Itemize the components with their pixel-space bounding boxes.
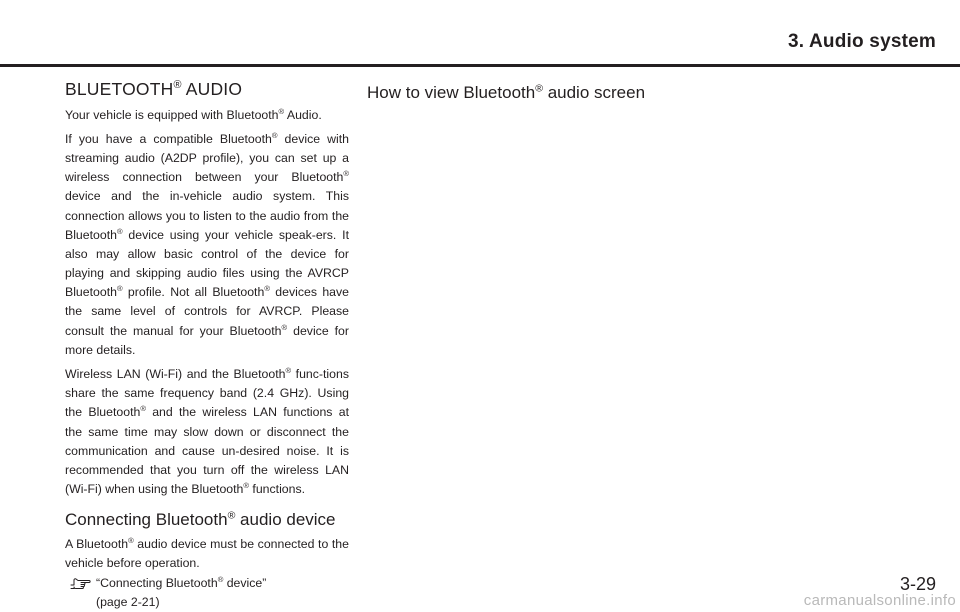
subheading-connecting: Connecting Bluetooth® audio device (65, 509, 336, 530)
paragraph-connect-first: A Bluetooth® audio device must be connected to the vehicle before operation. (65, 536, 349, 571)
watermark: carmanualsonline.info (803, 592, 956, 609)
paragraph-streaming: If you have a compatible Bluetooth® device with streaming audio (A2DP profile), you can set up a wireless connection between your Bluetooth® device and the in-vehicle audio system. This connection allows you to listen to the audio from the Bluetooth® device using your vehicle speak-ers. It also may allow basic control of the device for playing and skipping audio files using the AVRCP Bluetooth® profile. Not all Bluetooth® devices have the same level of controls for AVRCP. Please consult the manual for your Bluetooth® device for more details. (65, 130, 349, 357)
section-heading: BLUETOOTH® AUDIO (65, 79, 243, 99)
hand-pointer-icon (70, 576, 92, 590)
page-number: 3-29 (899, 574, 936, 594)
cross-reference (65, 574, 349, 612)
left-column (65, 78, 349, 612)
xref-page[interactable]: (page 2-21) (96, 594, 160, 609)
paragraph-intro: Your vehicle is equipped with Bluetooth® Audio. (65, 106, 322, 122)
xref-title[interactable]: “Connecting Bluetooth® device” (96, 574, 267, 590)
right-column (367, 82, 667, 108)
paragraph-wifi: Wireless LAN (Wi-Fi) and the Bluetooth® func-tions share the same frequency band (2.4 GHz). Using the Bluetooth® and the wireless LAN functions at the same time may slow down or disconnect the communication and cause un-desired noise. It is recommended that you turn off the wireless LAN (Wi-Fi) when using the Bluetooth® functions. (65, 365, 349, 497)
chapter-title: 3. Audio system (787, 31, 936, 52)
header-rule (0, 64, 960, 67)
subheading-view-screen: How to view Bluetooth® audio screen (367, 82, 646, 102)
